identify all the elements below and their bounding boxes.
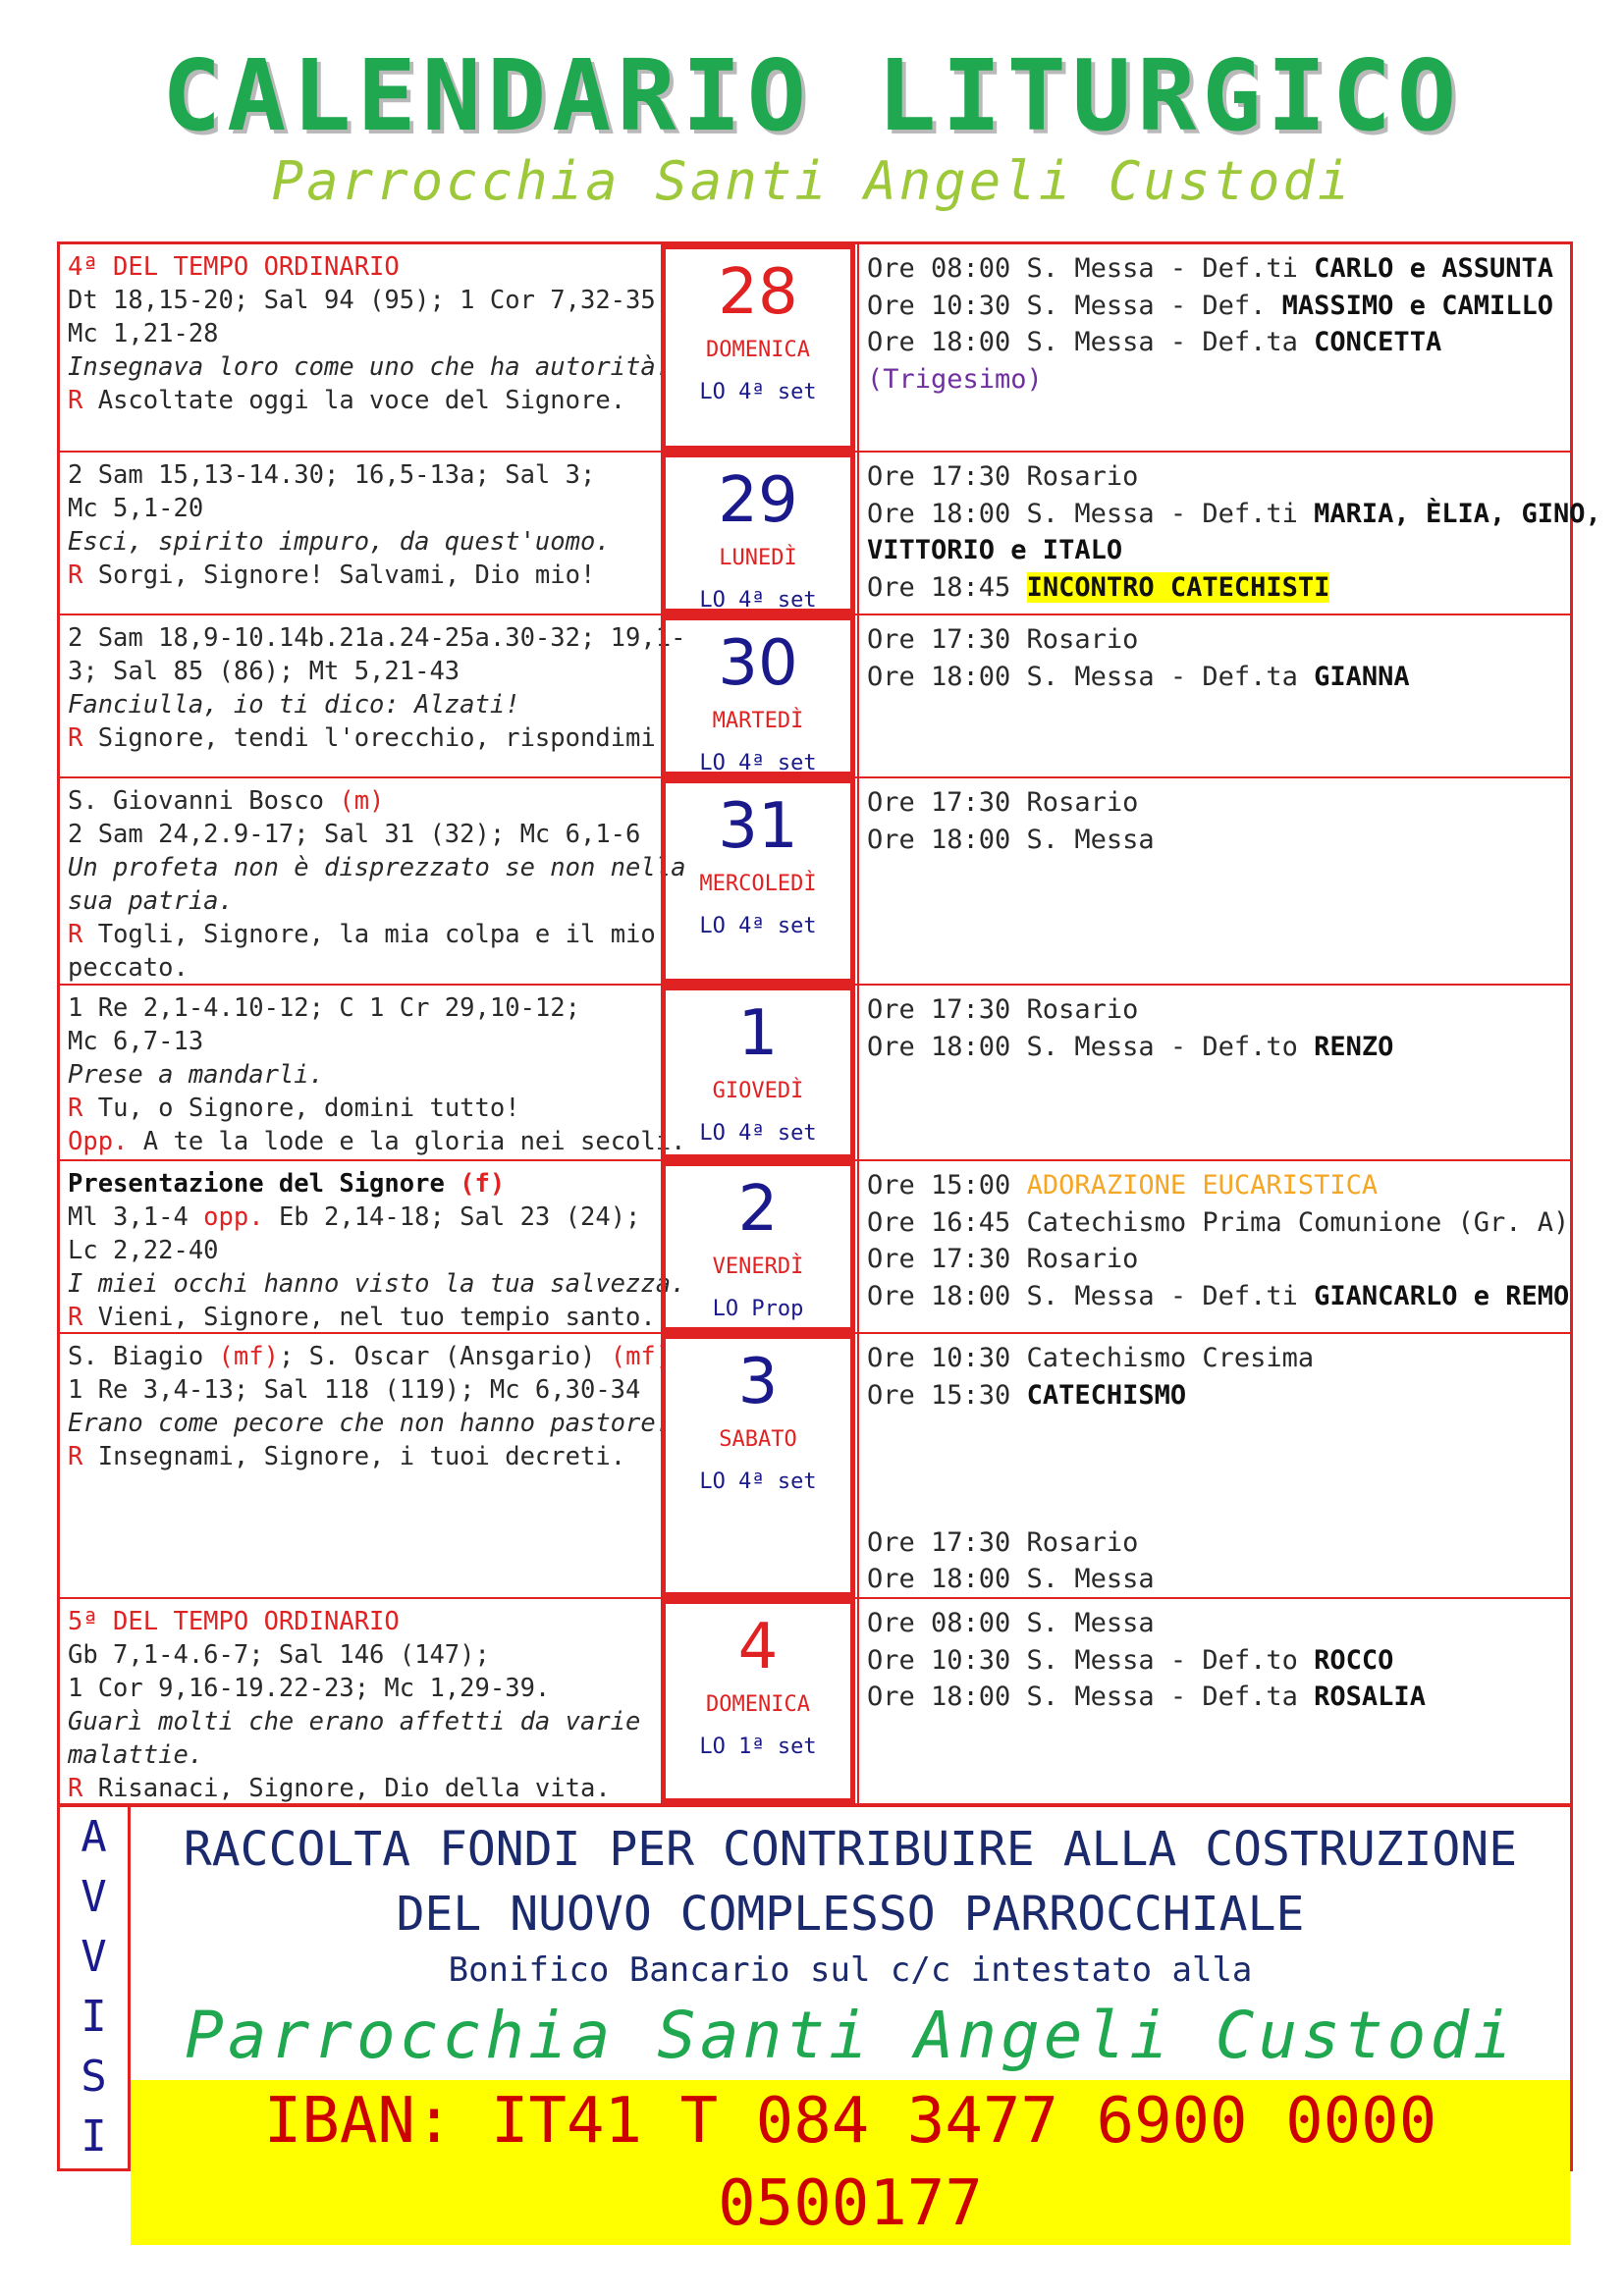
page-subtitle: Parrocchia Santi Angeli Custodi <box>271 150 1353 212</box>
reading-line <box>68 1058 651 1092</box>
schedule-line <box>867 1278 1570 1315</box>
response-marker: R <box>68 920 83 949</box>
schedule-text: (Trigesimo) <box>867 363 1043 395</box>
avvisi-letter: A <box>81 1812 107 1862</box>
day-name: LUNEDÌ <box>719 546 797 570</box>
schedule-text: ROCCO <box>1314 1644 1394 1676</box>
avvisi-box <box>57 1804 1573 2240</box>
day-number: 30 <box>718 627 798 700</box>
liturgical-rank: (mf) <box>610 1342 672 1371</box>
schedule-text: Ore 15:00 <box>867 1170 1027 1201</box>
reading-text: Tu, o Signore, domini tutto! <box>82 1094 520 1123</box>
schedule-line <box>867 532 1562 569</box>
reading-text: A te la lode e la gloria nei secoli. <box>128 1127 686 1156</box>
reading-text: S. Biagio <box>68 1342 219 1371</box>
reading-line <box>68 884 651 918</box>
reading-text: Vieni, Signore, nel tuo tempio santo. <box>82 1303 656 1332</box>
day-number: 29 <box>718 464 798 537</box>
schedule-text: INCONTRO CATECHISTI <box>1026 571 1330 603</box>
reading-line <box>68 284 672 317</box>
reading-line <box>68 1125 686 1158</box>
reading-text: Prese a mandarli. <box>68 1060 324 1090</box>
day-name: VENERDÌ <box>712 1255 804 1279</box>
reading-line <box>68 951 651 985</box>
day-row <box>60 244 1570 453</box>
reading-text: 1 Cor 9,16-19.22-23; Mc 1,29-39. <box>68 1674 551 1703</box>
day-name: DOMENICA <box>706 1692 810 1717</box>
reading-line <box>68 1605 651 1638</box>
reading-text: malattie. <box>68 1740 204 1770</box>
schedule-line <box>867 1029 1562 1066</box>
schedule-text: Ore 17:30 Rosario <box>867 994 1139 1025</box>
reading-text: Togli, Signore, la mia colpa e il mio <box>82 920 656 949</box>
schedule-line <box>867 288 1562 325</box>
schedule-line <box>867 1642 1562 1680</box>
response-marker: R <box>68 1442 83 1471</box>
schedule-text: Ore 08:00 S. Messa <box>867 1608 1155 1638</box>
reading-text: Mc 5,1-20 <box>68 494 204 523</box>
liturgy-week: LO 4ª set <box>699 1121 817 1146</box>
schedule-line <box>867 822 1562 859</box>
schedule-line <box>867 1414 1562 1451</box>
readings-cell <box>60 615 686 776</box>
reading-line <box>68 1738 651 1772</box>
reading-line <box>68 384 651 417</box>
response-marker: R <box>68 386 83 415</box>
reading-text: 1 Re 3,4-13; Sal 118 (119); Mc 6,30-34 <box>68 1375 641 1405</box>
avvisi-letter: V <box>81 1872 107 1922</box>
avvisi-letter: S <box>81 2052 107 2102</box>
schedule-text: Ore 10:30 S. Messa - Def.to <box>867 1644 1315 1676</box>
day-row <box>60 986 1570 1161</box>
fundraising-line-1: RACCOLTA FONDI PER CONTRIBUIRE ALLA COSTRUZIONE <box>183 1822 1518 1877</box>
liturgical-rank: opp. <box>203 1202 264 1232</box>
schedule-cell <box>857 244 1570 451</box>
reading-text: peccato. <box>68 953 189 983</box>
reading-text: 4ª DEL TEMPO ORDINARIO <box>68 252 400 282</box>
schedule-text: Ore 17:30 Rosario <box>867 1244 1139 1274</box>
reading-text: Gb 7,1-4.6-7; Sal 146 (147); <box>68 1640 490 1670</box>
schedule-line <box>867 1561 1562 1598</box>
bank-transfer-line: Bonifico Bancario sul c/c intestato alla <box>448 1950 1253 1990</box>
reading-line <box>68 851 686 884</box>
readings-cell <box>60 1334 672 1597</box>
schedule-text: Ore 18:00 S. Messa - Def.ta <box>867 1682 1315 1712</box>
schedule-text: CONCETTA <box>1314 327 1442 357</box>
day-name: MERCOLEDÌ <box>699 872 817 896</box>
day-number: 1 <box>737 997 779 1070</box>
avvisi-letter: I <box>81 2111 107 2162</box>
schedule-text: Ore 18:00 S. Messa <box>867 824 1155 855</box>
reading-text: Un profeta non è disprezzato se non nella <box>68 853 686 882</box>
reading-text: Sorgi, Signore! Salvami, Dio mio! <box>82 561 596 590</box>
readings-cell <box>60 1599 659 1803</box>
reading-text: Fanciulla, io ti dico: Alzati! <box>68 690 520 720</box>
day-number: 4 <box>737 1611 779 1683</box>
reading-text: ; S. Oscar (Ansgario) <box>278 1342 611 1371</box>
day-row <box>60 1161 1570 1334</box>
readings-cell <box>60 453 659 614</box>
day-cell <box>661 615 855 776</box>
schedule-line <box>867 784 1562 822</box>
day-cell <box>661 778 855 984</box>
reading-line <box>68 688 651 721</box>
schedule-line <box>867 1167 1562 1204</box>
liturgical-rank: (mf) <box>218 1342 279 1371</box>
day-name: MARTEDÌ <box>712 709 804 733</box>
schedule-text: CARLO e ASSUNTA <box>1314 253 1553 284</box>
schedule-text: Ore 18:00 S. Messa - Def.ta <box>867 327 1315 357</box>
reading-text: 5ª DEL TEMPO ORDINARIO <box>68 1607 400 1636</box>
avvisi-letter: I <box>81 1992 107 2042</box>
parish-name: Parrocchia Santi Angeli Custodi <box>185 1998 1516 2073</box>
liturgical-rank: (m) <box>339 786 385 816</box>
schedule-text: GIANCARLO e REMO <box>1314 1280 1570 1311</box>
response-marker: R <box>68 1774 83 1803</box>
reading-line <box>68 1267 686 1301</box>
reading-text: Mc 6,7-13 <box>68 1027 204 1056</box>
reading-text: Risanaci, Signore, Dio della vita. <box>82 1774 611 1803</box>
day-cell <box>661 244 855 451</box>
reading-line <box>68 1373 651 1407</box>
reading-line <box>68 458 651 492</box>
schedule-line <box>867 1605 1562 1642</box>
liturgical-rank: (f) <box>460 1169 506 1199</box>
reading-text: Ascoltate oggi la voce del Signore. <box>82 386 626 415</box>
reading-text: Eb 2,14-18; Sal 23 (24); <box>263 1202 641 1232</box>
reading-line <box>68 1201 651 1234</box>
day-cell <box>661 1334 855 1597</box>
liturgy-week: LO 4ª set <box>699 914 817 938</box>
reading-line <box>68 1440 651 1473</box>
schedule-cell <box>857 453 1601 614</box>
reading-line <box>68 991 651 1025</box>
schedule-cell <box>857 778 1570 984</box>
reading-text: Dt 18,15-20; Sal 94 (95); 1 Cor 7,32-35; <box>68 286 672 315</box>
reading-line <box>68 250 651 284</box>
reading-text: sua patria. <box>68 886 234 916</box>
schedule-line <box>867 991 1562 1029</box>
schedule-text: Ore 10:30 S. Messa - Def. <box>867 290 1282 321</box>
reading-line <box>68 721 672 755</box>
reading-line <box>68 1301 656 1334</box>
readings-cell <box>60 1161 686 1332</box>
reading-text: Mc 1,21-28 <box>68 319 219 348</box>
schedule-text: Ore 10:30 Catechismo Cresima <box>867 1343 1315 1373</box>
schedule-line <box>867 1377 1562 1415</box>
schedule-text: Ore 17:30 Rosario <box>867 461 1139 492</box>
schedule-line <box>867 621 1562 659</box>
schedule-text: Ore 17:30 Rosario <box>867 1526 1139 1558</box>
schedule-line <box>867 1679 1562 1716</box>
response-marker: R <box>68 723 83 753</box>
reading-text: 2 Sam 24,2.9-17; Sal 31 (32); Mc 6,1-6 <box>68 820 641 849</box>
reading-line <box>68 1340 672 1373</box>
reading-line <box>68 918 656 951</box>
schedule-text: MASSIMO e CAMILLO <box>1281 290 1553 321</box>
reading-line <box>68 559 651 592</box>
day-name: DOMENICA <box>706 338 810 362</box>
day-number: 31 <box>718 790 798 863</box>
reading-text: 2 Sam 18,9-10.14b.21a.24-25a.30-32; 19,1- <box>68 623 686 653</box>
schedule-text: Ore 16:45 Catechismo Prima Comunione (Gr. A) <box>867 1206 1570 1238</box>
schedule-text: Ore 08:00 S. Messa - Def.ti <box>867 253 1315 284</box>
schedule-line <box>867 659 1562 696</box>
reading-line <box>68 818 651 851</box>
schedule-cell <box>857 1599 1570 1803</box>
schedule-line <box>867 496 1601 533</box>
schedule-text: Ore 17:30 Rosario <box>867 624 1139 655</box>
reading-text: Signore, tendi l'orecchio, rispondimi. <box>82 723 672 753</box>
schedule-line <box>867 1451 1562 1488</box>
schedule-line <box>867 1340 1562 1377</box>
schedule-text: Ore 15:30 <box>867 1379 1027 1411</box>
day-row <box>60 453 1601 615</box>
schedule-cell <box>857 615 1570 776</box>
liturgy-week: LO 4ª set <box>699 751 817 775</box>
schedule-line <box>867 458 1562 496</box>
day-cell <box>661 1599 855 1803</box>
avvisi-body <box>131 1807 1570 2240</box>
readings-cell <box>60 986 686 1159</box>
schedule-text: Ore 18:00 S. Messa - Def.ta <box>867 661 1315 692</box>
calendar-table <box>57 241 1601 1806</box>
reading-line <box>68 350 672 384</box>
schedule-text: Ore 18:45 <box>867 571 1027 603</box>
reading-line <box>68 1234 651 1267</box>
iban-code: IBAN: IT41 T 084 3477 6900 0000 0500177 <box>131 2080 1570 2245</box>
day-cell <box>661 986 855 1159</box>
avvisi-letter: V <box>81 1932 107 1982</box>
schedule-text: CATECHISMO <box>1026 1379 1187 1411</box>
fundraising-line-2: DEL NUOVO COMPLESSO PARROCCHIALE <box>396 1887 1305 1942</box>
schedule-line <box>867 361 1562 399</box>
day-row <box>60 615 1570 778</box>
reading-text: Presentazione del Signore <box>68 1169 460 1199</box>
schedule-cell <box>857 1161 1570 1332</box>
reading-line <box>68 525 651 559</box>
day-number: 3 <box>737 1346 779 1418</box>
liturgy-week: LO 4ª set <box>699 380 817 404</box>
reading-text: Esci, spirito impuro, da quest'uomo. <box>68 527 611 557</box>
reading-line <box>68 655 651 688</box>
reading-line <box>68 784 651 818</box>
schedule-text: Ore 18:00 S. Messa - Def.ti <box>867 1280 1315 1311</box>
schedule-text: Ore 18:00 S. Messa - Def.ti <box>867 498 1315 529</box>
reading-line <box>68 1092 651 1125</box>
reading-line <box>68 1167 651 1201</box>
schedule-text: RENZO <box>1314 1031 1394 1062</box>
day-row <box>60 1599 1570 1803</box>
liturgy-week: LO Prop <box>712 1297 804 1321</box>
avvisi-vertical-label <box>60 1807 131 2168</box>
reading-line <box>68 1407 672 1440</box>
day-row <box>60 778 1570 986</box>
reading-text: 1 Re 2,1-4.10-12; C 1 Cr 29,10-12; <box>68 993 580 1023</box>
schedule-text: VITTORIO e ITALO <box>867 535 1123 565</box>
reading-text: S. Giovanni Bosco <box>68 786 340 816</box>
response-marker: R <box>68 1303 83 1332</box>
schedule-line <box>867 1204 1570 1242</box>
reading-text: 3; Sal 85 (86); Mt 5,21-43 <box>68 657 460 686</box>
reading-line <box>68 1672 651 1705</box>
reading-line <box>68 317 651 350</box>
readings-cell <box>60 244 672 451</box>
schedule-text: ROSALIA <box>1314 1682 1426 1712</box>
day-cell <box>661 1161 855 1332</box>
page-title: CALENDARIO LITURGICO <box>161 38 1463 153</box>
reading-line <box>68 621 686 655</box>
reading-line <box>68 1025 651 1058</box>
schedule-text: GIANNA <box>1314 661 1410 692</box>
reading-line <box>68 1772 651 1805</box>
response-marker: Opp. <box>68 1127 129 1156</box>
schedule-line <box>867 1241 1562 1278</box>
reading-text: Ml 3,1-4 <box>68 1202 204 1232</box>
liturgy-week: LO 1ª set <box>699 1735 817 1759</box>
schedule-cell <box>857 1334 1570 1597</box>
schedule-line <box>867 250 1562 288</box>
liturgy-week: LO 4ª set <box>699 588 817 613</box>
schedule-cell <box>857 986 1570 1159</box>
reading-line <box>68 492 651 525</box>
reading-text: Insegnava loro come uno che ha autorità. <box>68 352 672 382</box>
schedule-text: MARIA, ÈLIA, GINO, <box>1314 498 1601 529</box>
schedule-text: Ore 18:00 S. Messa <box>867 1564 1155 1594</box>
schedule-line <box>867 1487 1562 1524</box>
day-name: SABATO <box>719 1427 797 1452</box>
reading-line <box>68 1705 651 1738</box>
liturgy-week: LO 4ª set <box>699 1469 817 1494</box>
reading-line <box>68 1638 651 1672</box>
day-number: 2 <box>737 1173 779 1246</box>
schedule-text: Ore 17:30 Rosario <box>867 787 1139 818</box>
readings-cell <box>60 778 686 984</box>
schedule-text: ADORAZIONE EUCARISTICA <box>1026 1170 1379 1201</box>
schedule-line <box>867 569 1562 607</box>
response-marker: R <box>68 1094 83 1123</box>
day-cell <box>661 453 855 614</box>
reading-text: I miei occhi hanno visto la tua salvezza. <box>68 1269 686 1299</box>
schedule-line <box>867 324 1562 361</box>
reading-text: 2 Sam 15,13-14.30; 16,5-13a; Sal 3; <box>68 460 596 490</box>
response-marker: R <box>68 561 83 590</box>
day-number: 28 <box>718 256 798 329</box>
schedule-text: Ore 18:00 S. Messa - Def.to <box>867 1031 1315 1062</box>
day-name: GIOVEDÌ <box>712 1079 804 1103</box>
reading-text: Erano come pecore che non hanno pastore. <box>68 1409 672 1438</box>
reading-text: Lc 2,22-40 <box>68 1236 219 1265</box>
reading-text: Guarì molti che erano affetti da varie <box>68 1707 641 1736</box>
day-row <box>60 1334 1570 1599</box>
schedule-line <box>867 1524 1562 1562</box>
reading-text: Insegnami, Signore, i tuoi decreti. <box>82 1442 626 1471</box>
